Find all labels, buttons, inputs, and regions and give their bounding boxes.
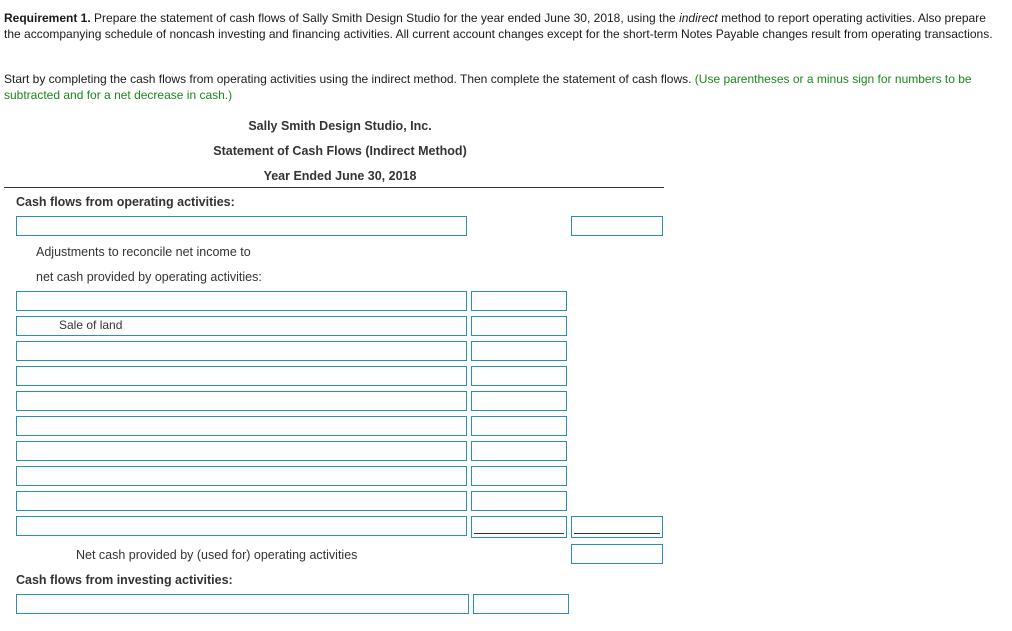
- sale-of-land-label: Sale of land: [59, 318, 123, 332]
- net-income-desc-input[interactable]: [16, 216, 467, 236]
- adjustments-label-1: Adjustments to reconcile net income to: [36, 245, 251, 259]
- adjustment-amount-input-8[interactable]: [471, 466, 567, 486]
- net-income-amount-input[interactable]: [571, 216, 663, 236]
- adjustment-desc-input-1[interactable]: [16, 291, 467, 311]
- operating-heading: Cash flows from operating activities:: [16, 195, 235, 209]
- adjustment-amount-input-6[interactable]: [471, 416, 567, 436]
- requirement-label: Requirement 1.: [4, 11, 91, 25]
- investing-amount-input-1[interactable]: [473, 594, 569, 614]
- statement-title: Statement of Cash Flows (Indirect Method): [213, 144, 467, 158]
- net-operating-label: Net cash provided by (used for) operating activities: [76, 548, 358, 562]
- adjustment-amount-input-7[interactable]: [471, 441, 567, 461]
- sale-of-land-amount-input[interactable]: [471, 316, 567, 336]
- investing-heading: Cash flows from investing activities:: [16, 573, 233, 587]
- adjustment-amount-input-9[interactable]: [471, 491, 567, 511]
- adjustment-desc-input-6[interactable]: [16, 416, 467, 436]
- statement-period: Year Ended June 30, 2018: [263, 169, 417, 183]
- company-name: Sally Smith Design Studio, Inc.: [248, 119, 432, 133]
- input-hint: (Use parentheses or a minus sign for numbers to be subtracted and for a net decrease in cash.): [4, 72, 972, 102]
- sale-of-land-row: [16, 316, 467, 336]
- adjustment-amount-input-3[interactable]: [471, 341, 567, 361]
- adjustment-desc-input-5[interactable]: [16, 391, 467, 411]
- investing-desc-input-1[interactable]: [16, 594, 469, 614]
- net-operating-amount-input[interactable]: [571, 544, 663, 564]
- instruction-text: Start by completing the cash flows from operating activities using the indirect method. Then complete the statement of cash flows. (Use parentheses or a minus sign for numbers to be subtracted and for a net decrease in cash.): [4, 72, 972, 102]
- adjustment-desc-input-9[interactable]: [16, 491, 467, 511]
- adjustment-desc-input-4[interactable]: [16, 366, 467, 386]
- header-rule: [4, 187, 664, 188]
- adjustment-amount-input-4[interactable]: [471, 366, 567, 386]
- adjustment-desc-input-8[interactable]: [16, 466, 467, 486]
- subtotal-underline: [474, 533, 564, 534]
- adjustment-amount-input-5[interactable]: [471, 391, 567, 411]
- adjustment-amount-input-1[interactable]: [471, 291, 567, 311]
- adjustments-label-2: net cash provided by operating activities:: [36, 270, 262, 284]
- requirement-text: Requirement 1. Prepare the statement of cash flows of Sally Smith Design Studio for the year ended June 30, 2018, using the indirect method to report operating activities. Also prepare the accompanying schedule of noncash investing and financing activities. All current account changes except for the short-term Notes Payable changes result from operating transactions.: [4, 11, 993, 41]
- total-adjustments-input[interactable]: [571, 516, 663, 538]
- adjustment-amount-input-10[interactable]: [471, 516, 567, 538]
- adjustment-desc-input-7[interactable]: [16, 441, 467, 461]
- adjustment-desc-input-3[interactable]: [16, 341, 467, 361]
- total-underline: [574, 533, 660, 534]
- adjustment-desc-input-10[interactable]: [16, 516, 467, 536]
